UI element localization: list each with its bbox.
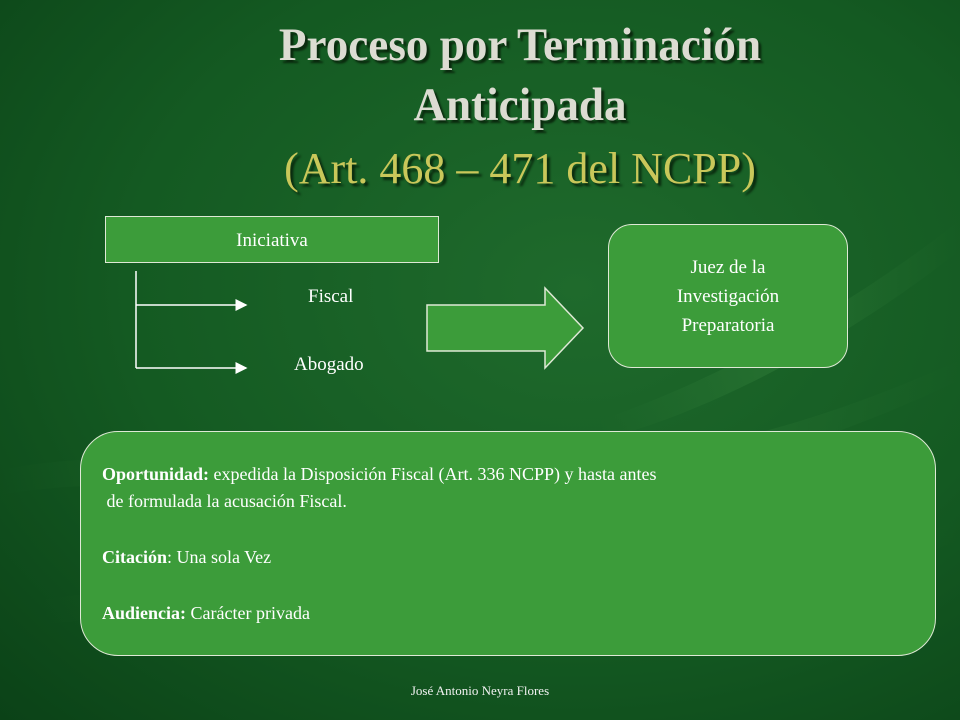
slide-title-line-2: Anticipada	[413, 79, 627, 131]
branch-label-fiscal: Fiscal	[308, 286, 354, 307]
info-box	[80, 431, 936, 656]
judge-line: Preparatoria	[681, 314, 775, 336]
judge-line: Investigación	[676, 285, 780, 307]
citacion-paragraph	[102, 544, 915, 571]
judge-line: Juez de la	[690, 256, 766, 278]
oportunidad-paragraph	[102, 461, 915, 488]
oportunidad-text: expedida la Disposición Fiscal (Art. 336 NCPP) y hasta antes	[209, 464, 657, 484]
initiative-box: Iniciativa	[105, 216, 439, 263]
slide-subtitle: (Art. 468 – 471 del NCPP)	[284, 144, 756, 193]
judge-box	[608, 224, 848, 368]
citacion-label: Citación	[102, 547, 167, 567]
slide-title-line-1: Proceso por Terminación	[278, 19, 762, 71]
citacion-text: : Una sola Vez	[167, 547, 272, 567]
audiencia-label: Audiencia:	[102, 603, 187, 623]
audiencia-paragraph	[102, 600, 915, 627]
oportunidad-label: Oportunidad:	[102, 464, 210, 484]
footer-author: José Antonio Neyra Flores	[410, 683, 550, 698]
oportunidad-continuation: de formulada la acusación Fiscal.	[102, 491, 347, 511]
branch-label-abogado: Abogado	[294, 354, 364, 375]
audiencia-text: Carácter privada	[186, 603, 310, 623]
